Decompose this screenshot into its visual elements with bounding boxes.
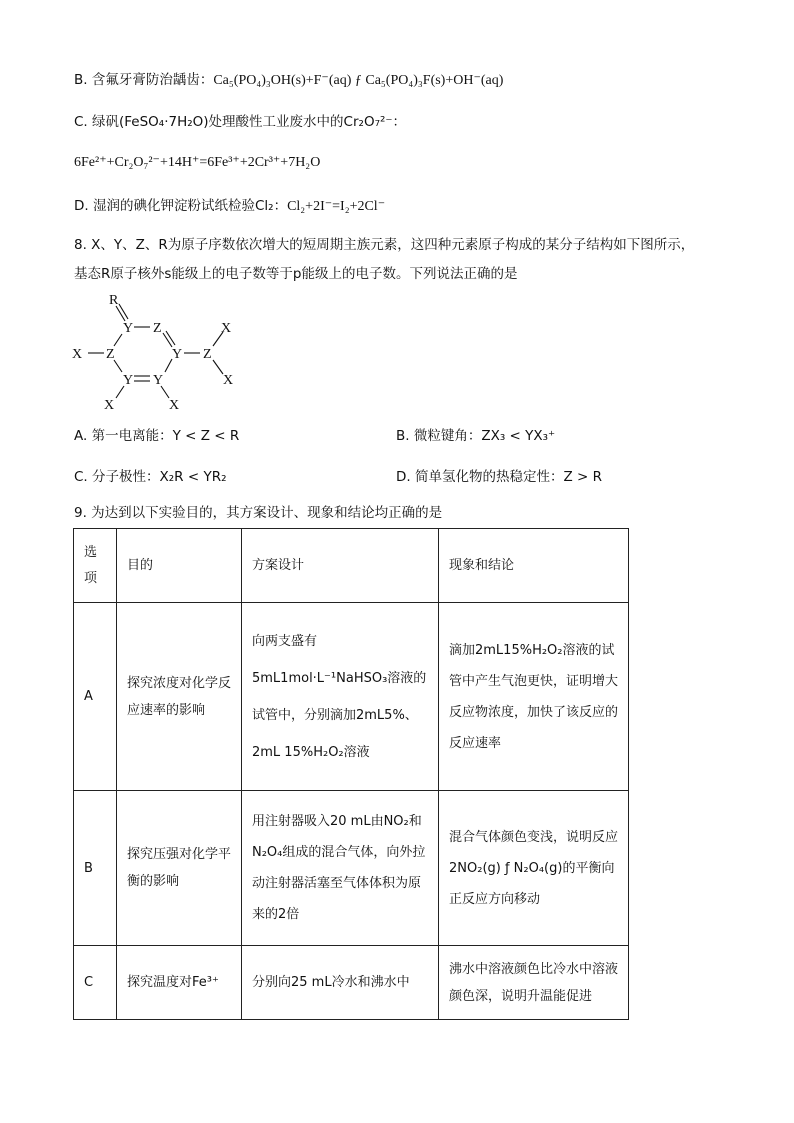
option-d-line [74,196,385,217]
header-design: 方案设计 [242,529,439,603]
row-b-result: 混合气体颜色变浅，说明反应2NO₂(g) ƒ N₂O₄(g)的平衡向正反应方向移动 [439,791,629,946]
header-result: 现象和结论 [439,529,629,603]
atom-y-top: Y [123,321,134,336]
atom-x-top-right: X [221,321,232,336]
atom-x-bottom-right: X [223,373,234,388]
option-c-label: C. 绿矾(FeSO₄·7H₂O)处理酸性工业废水中的Cr₂O₇²⁻： [74,114,407,130]
row-c-result: 沸水中溶液颜色比冷水中溶液颜色深，说明升温能促进 [439,946,629,1020]
bond-y-y-right [165,359,172,372]
molecule-structure [68,292,268,418]
option-c-line [74,112,406,132]
atom-x-left: X [72,347,83,362]
option-b-line [74,70,503,91]
option-d-label: D. 湿润的碘化钾淀粉试纸检验Cl₂： [74,198,288,214]
row-a-goal: 探究浓度对化学反应速率的影响 [117,603,242,791]
bond-r-y-1 [116,306,125,321]
table-row [74,603,629,791]
header-goal: 目的 [117,529,242,603]
q8-option-d: D. 简单氢化物的热稳定性：Z > R [396,469,602,485]
atom-x-bottom-2: X [169,398,180,413]
question-8-line-1: 8. X、Y、Z、R为原子序数依次增大的短周期主族元素，这四种元素原子构成的某分子结构如下图所示， [74,237,695,253]
q8-option-c: C. 分子极性：X₂R < YR₂ [74,469,227,485]
bond-z-x-down [213,360,223,374]
experiment-table [73,528,629,1020]
q8-option-b: B. 微粒键角：ZX₃ < YX₃⁺ [396,428,556,444]
option-d-equation: Cl₂+2I⁻=I₂+2Cl⁻ [287,199,386,214]
row-b-option: B [74,791,117,946]
row-c-option: C [74,946,117,1020]
question-8-line-2: 基态R原子核外s能级上的电子数等于p能级上的电子数。下列说法正确的是 [74,266,518,282]
atom-y-bottom-right: Y [153,373,164,388]
table-header-row [74,529,629,603]
atom-z-left: Z [106,347,115,362]
table-row [74,791,629,946]
row-c-goal: 探究温度对Fe³⁺ [117,946,242,1020]
table-row [74,946,629,1020]
q8-option-a: A. 第一电离能：Y < Z < R [74,428,240,444]
row-a-design: 向两支盛有5mL1mol·L⁻¹NaHSO₃溶液的试管中，分别滴加2mL5%、2mL 15%H₂O₂溶液 [242,603,439,791]
atom-x-bottom-1: X [104,398,115,413]
option-c-equation: 6Fe²⁺+Cr₂O₇²⁻+14H⁺=6Fe³⁺+2Cr³⁺+7H₂O [74,155,321,170]
bond-r-y-2 [119,304,128,319]
bond-z-y-lower [114,360,122,372]
option-b-equation: Ca₅(PO₄)₃OH(s)+F⁻(aq) ƒ Ca₅(PO₄)₃F(s)+OH⁻(aq) [213,73,504,88]
bond-z-y-1 [163,333,172,347]
row-b-goal: 探究压强对化学平衡的影响 [117,791,242,946]
atom-y-bottom-left: Y [123,373,134,388]
row-b-design: 用注射器吸入20 mL由NO₂和N₂O₄组成的混合气体，向外拉动注射器活塞至气体体积为原来的2倍 [242,791,439,946]
bond-y-z-left [114,334,122,346]
atom-y-right: Y [172,347,183,362]
bond-z-y-2 [166,331,175,345]
row-a-option: A [74,603,117,791]
question-9: 9. 为达到以下实验目的，其方案设计、现象和结论均正确的是 [74,505,443,521]
row-c-design: 分别向25 mL冷水和沸水中 [242,946,439,1020]
header-option: 选 项 [74,529,117,603]
option-b-label: B. 含氟牙膏防治龋齿： [74,72,214,88]
atom-z-right: Z [203,347,212,362]
atom-r: R [109,293,119,308]
atom-z-top: Z [153,321,162,336]
row-a-result: 滴加2mL15%H₂O₂溶液的试管中产生气泡更快，证明增大反应物浓度，加快了该反应的反应速率 [439,603,629,791]
